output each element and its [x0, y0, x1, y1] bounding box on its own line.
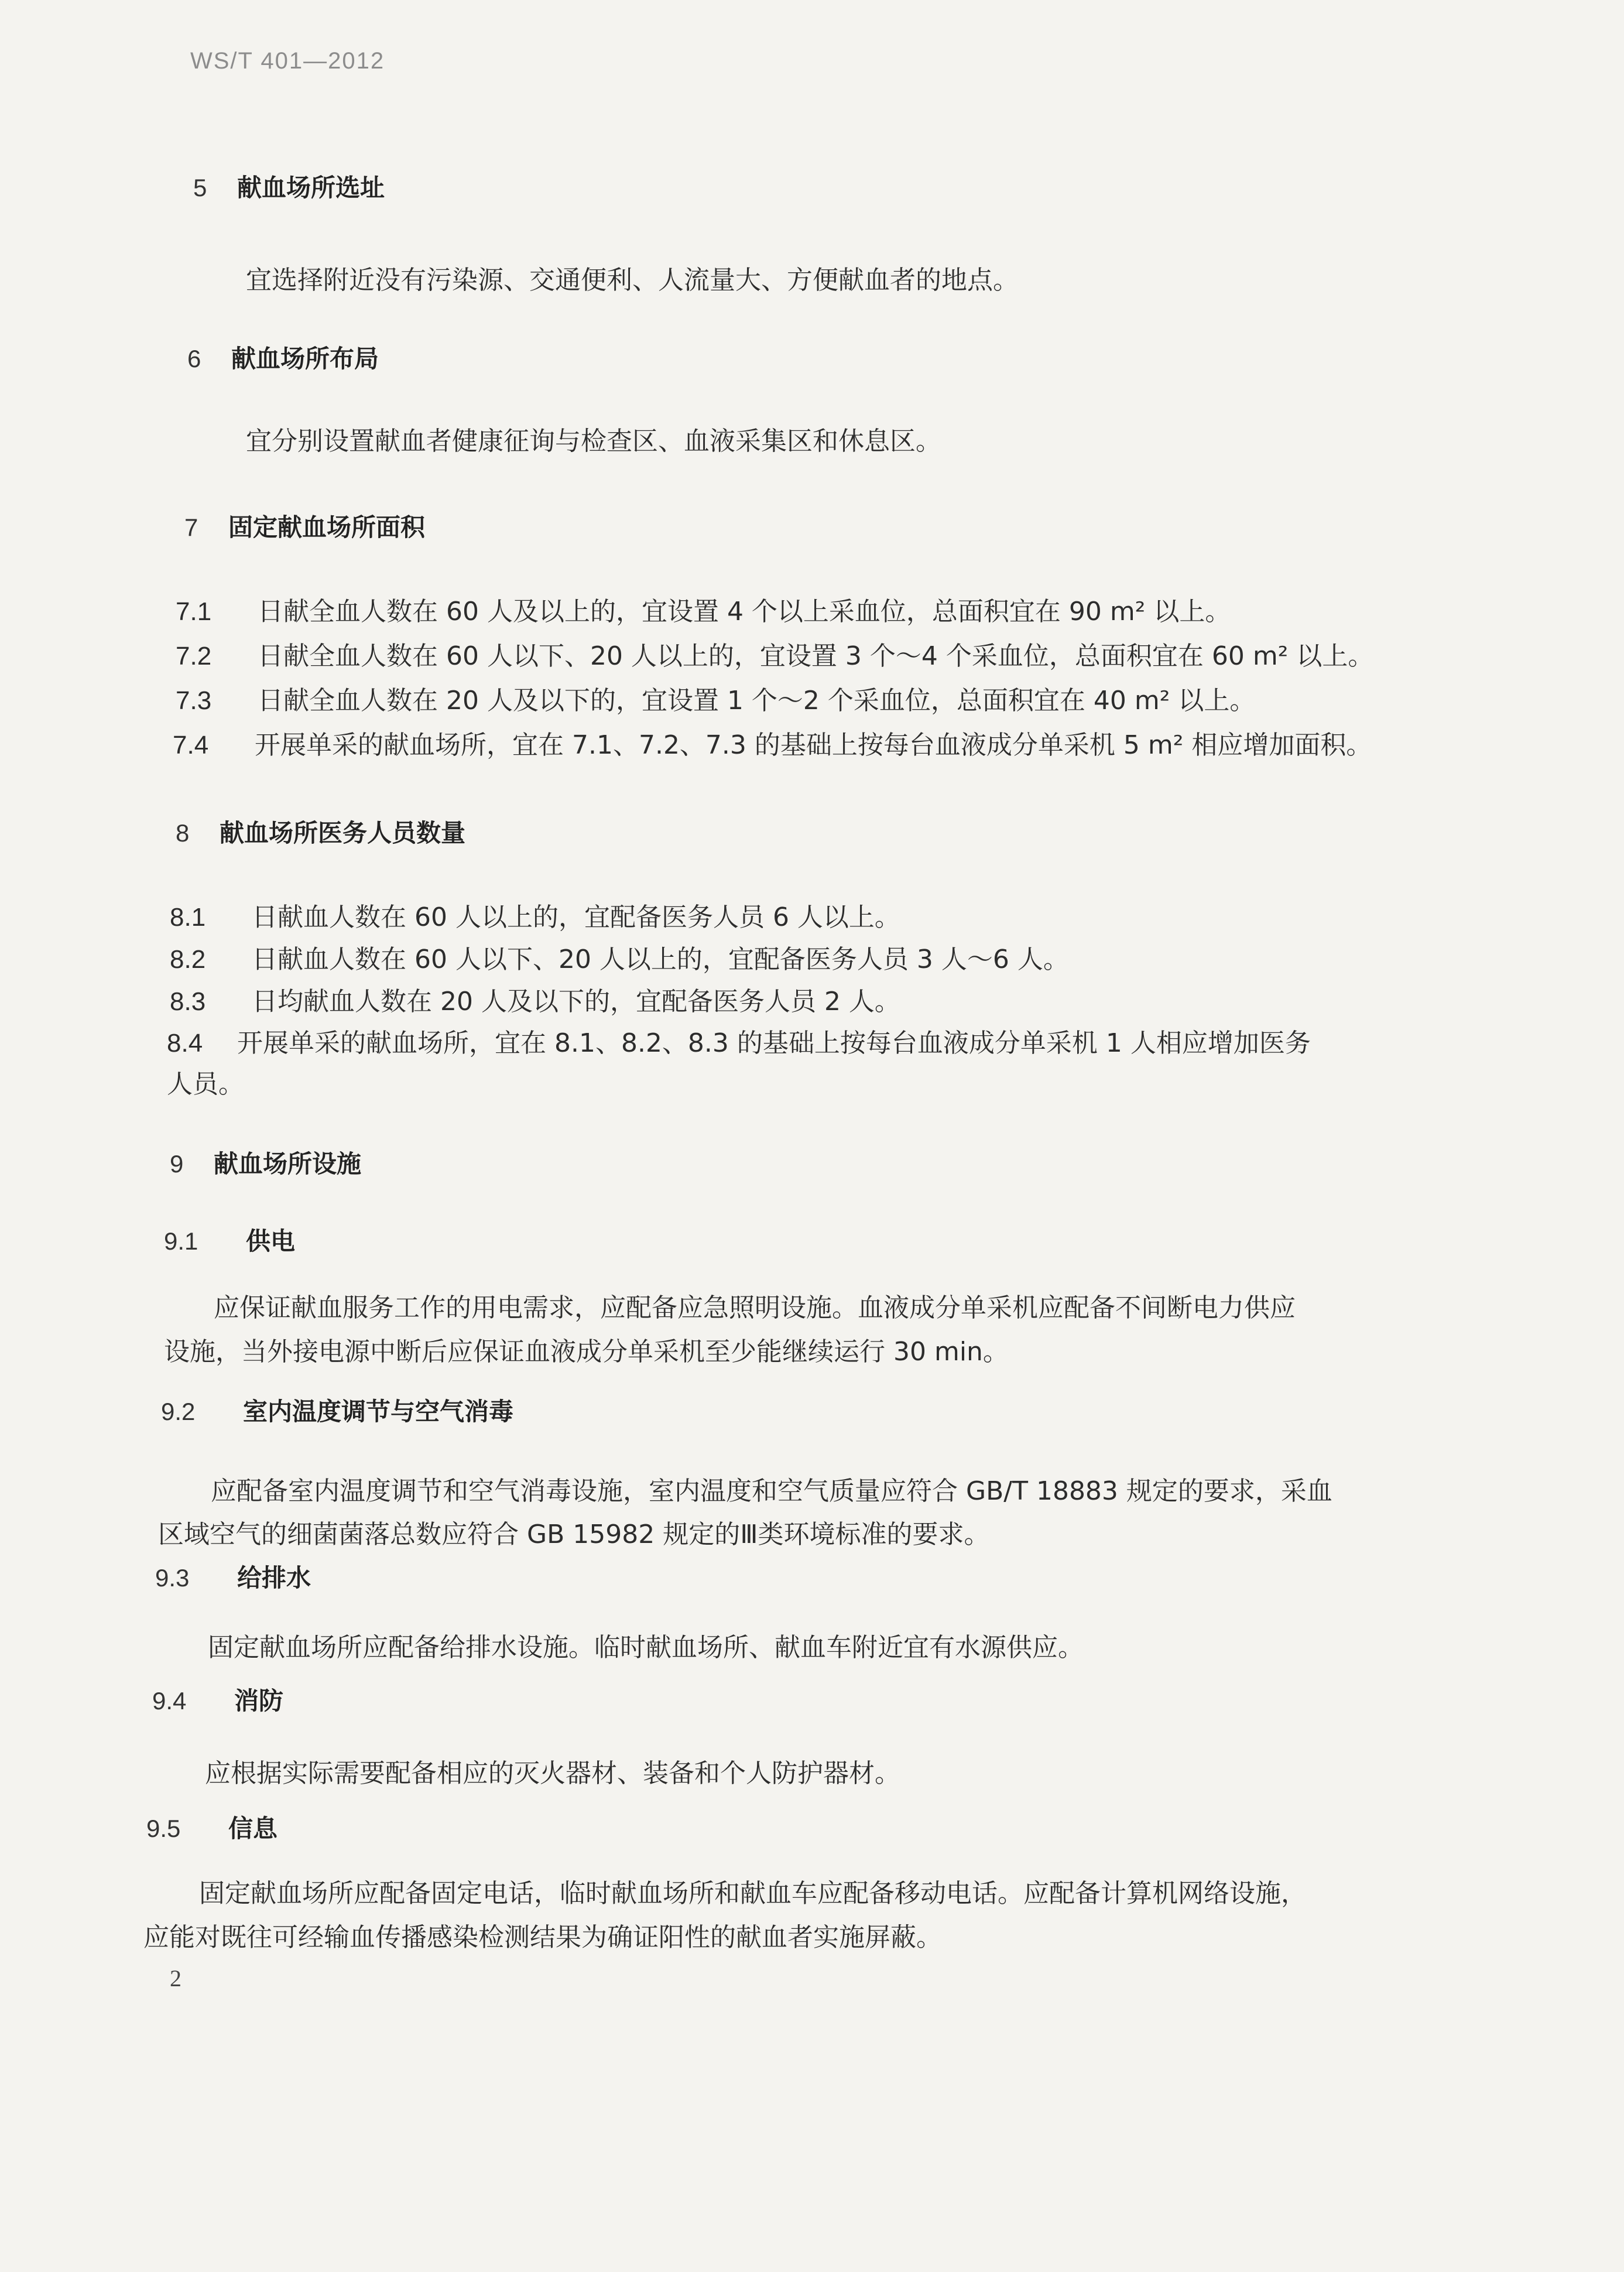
list-item — [176, 679, 1255, 717]
section-5-text: 宜选择附近没有污染源、交通便利、人流量大、方便献血者的地点。 — [246, 265, 1019, 295]
subsection-9-2-heading — [161, 1392, 513, 1428]
item-text: 日均献血人数在 20 人及以下的，宜配备医务人员 2 人。 — [252, 987, 900, 1017]
subsection-9-5-heading — [146, 1809, 277, 1845]
item-text: 日献全血人数在 60 人以下、20 人以上的，宜设置 3 个～4 个采血位，总面积宜在 60 m² 以上。 — [258, 641, 1374, 671]
list-item — [173, 724, 1372, 761]
section-8-heading — [176, 814, 465, 849]
paragraph-line: 固定献血场所应配备给排水设施。临时献血场所、献血车附近宜有水源供应。 — [208, 1633, 1084, 1662]
subsection-title: 给排水 — [237, 1563, 311, 1592]
paragraph-line: 应能对既往可经输血传播感染检测结果为确证阳性的献血者实施屏蔽。 — [143, 1922, 942, 1952]
subsection-title: 供电 — [246, 1227, 296, 1255]
subsection-9-4-heading — [152, 1682, 283, 1717]
item-number: 7.4 — [173, 731, 209, 759]
section-number: 9 — [170, 1150, 184, 1178]
subsection-title: 室内温度调节与空气消毒 — [243, 1397, 514, 1426]
section-9-heading — [170, 1145, 361, 1180]
paragraph-line: 应配备室内温度调节和空气消毒设施，室内温度和空气质量应符合 GB/T 18883 规定的要求，采血 — [211, 1476, 1332, 1506]
list-item — [176, 590, 1231, 628]
subsection-9-3-heading — [155, 1559, 311, 1594]
item-text: 开展单采的献血场所，宜在 8.1、8.2、8.3 的基础上按每台血液成分单采机 1 人相应增加医务 — [237, 1028, 1311, 1058]
section-6-heading — [187, 340, 379, 375]
section-title: 献血场所医务人员数量 — [220, 819, 466, 847]
section-5-heading — [193, 169, 385, 204]
paragraph-line: 设施，当外接电源中断后应保证血液成分单采机至少能继续运行 30 min。 — [164, 1337, 1009, 1367]
item-text: 日献血人数在 60 人以上的，宜配备医务人员 6 人以上。 — [252, 902, 900, 932]
subsection-number: 9.5 — [146, 1815, 181, 1842]
subsection-number: 9.2 — [161, 1398, 196, 1425]
paragraph-line: 应根据实际需要配备相应的灭火器材、装备和个人防护器材。 — [205, 1758, 900, 1788]
item-number: 8.2 — [170, 945, 206, 974]
section-title: 固定献血场所面积 — [228, 513, 426, 542]
item-number: 8.1 — [170, 903, 206, 932]
subsection-number: 9.3 — [155, 1564, 190, 1592]
subsection-number: 9.1 — [164, 1227, 198, 1255]
list-item — [167, 1022, 1311, 1059]
section-number: 7 — [184, 514, 198, 541]
subsection-number: 9.4 — [152, 1687, 187, 1715]
subsection-9-1-heading — [164, 1222, 295, 1257]
item-text: 日献全血人数在 60 人及以上的，宜设置 4 个以上采血位，总面积宜在 90 m² 以上。 — [258, 597, 1231, 627]
paragraph-line: 区域空气的细菌菌落总数应符合 GB 15982 规定的Ⅲ类环境标准的要求。 — [158, 1520, 990, 1549]
subsection-title: 信息 — [228, 1814, 278, 1843]
item-number: 8.4 — [167, 1029, 203, 1058]
item-text: 日献血人数在 60 人以下、20 人以上的，宜配备医务人员 3 人～6 人。 — [252, 945, 1069, 974]
item-number: 7.1 — [176, 597, 212, 626]
section-6-text: 宜分别设置献血者健康征询与检查区、血液采集区和休息区。 — [246, 426, 941, 456]
section-number: 5 — [193, 174, 207, 201]
item-text: 开展单采的献血场所，宜在 7.1、7.2、7.3 的基础上按每台血液成分单采机 5 m² 相应增加面积。 — [255, 730, 1372, 760]
section-title: 献血场所选址 — [237, 173, 385, 202]
list-item — [170, 938, 1069, 976]
section-title: 献血场所布局 — [231, 344, 379, 373]
item-text: 日献全血人数在 20 人及以下的，宜设置 1 个～2 个采血位，总面积宜在 40 m² 以上。 — [258, 686, 1256, 716]
page-number: 2 — [170, 1965, 181, 1992]
list-item — [170, 896, 900, 933]
list-item — [170, 980, 900, 1018]
paragraph-line: 固定献血场所应配备固定电话，临时献血场所和献血车应配备移动电话。应配备计算机网络设施， — [199, 1878, 1307, 1908]
item-number: 7.3 — [176, 686, 212, 715]
item-number: 7.2 — [176, 642, 212, 670]
section-title: 献血场所设施 — [214, 1149, 362, 1178]
section-7-heading — [184, 508, 425, 543]
item-number: 8.3 — [170, 987, 206, 1016]
paragraph-line: 应保证献血服务工作的用电需求，应配备应急照明设施。血液成分单采机应配备不间断电力供应 — [214, 1293, 1296, 1323]
standard-code: WS/T 401—2012 — [190, 48, 385, 74]
subsection-title: 消防 — [234, 1686, 284, 1715]
list-item — [176, 635, 1373, 672]
section-number: 6 — [187, 345, 201, 372]
section-number: 8 — [176, 819, 190, 847]
list-item-continuation: 人员。 — [167, 1069, 244, 1099]
